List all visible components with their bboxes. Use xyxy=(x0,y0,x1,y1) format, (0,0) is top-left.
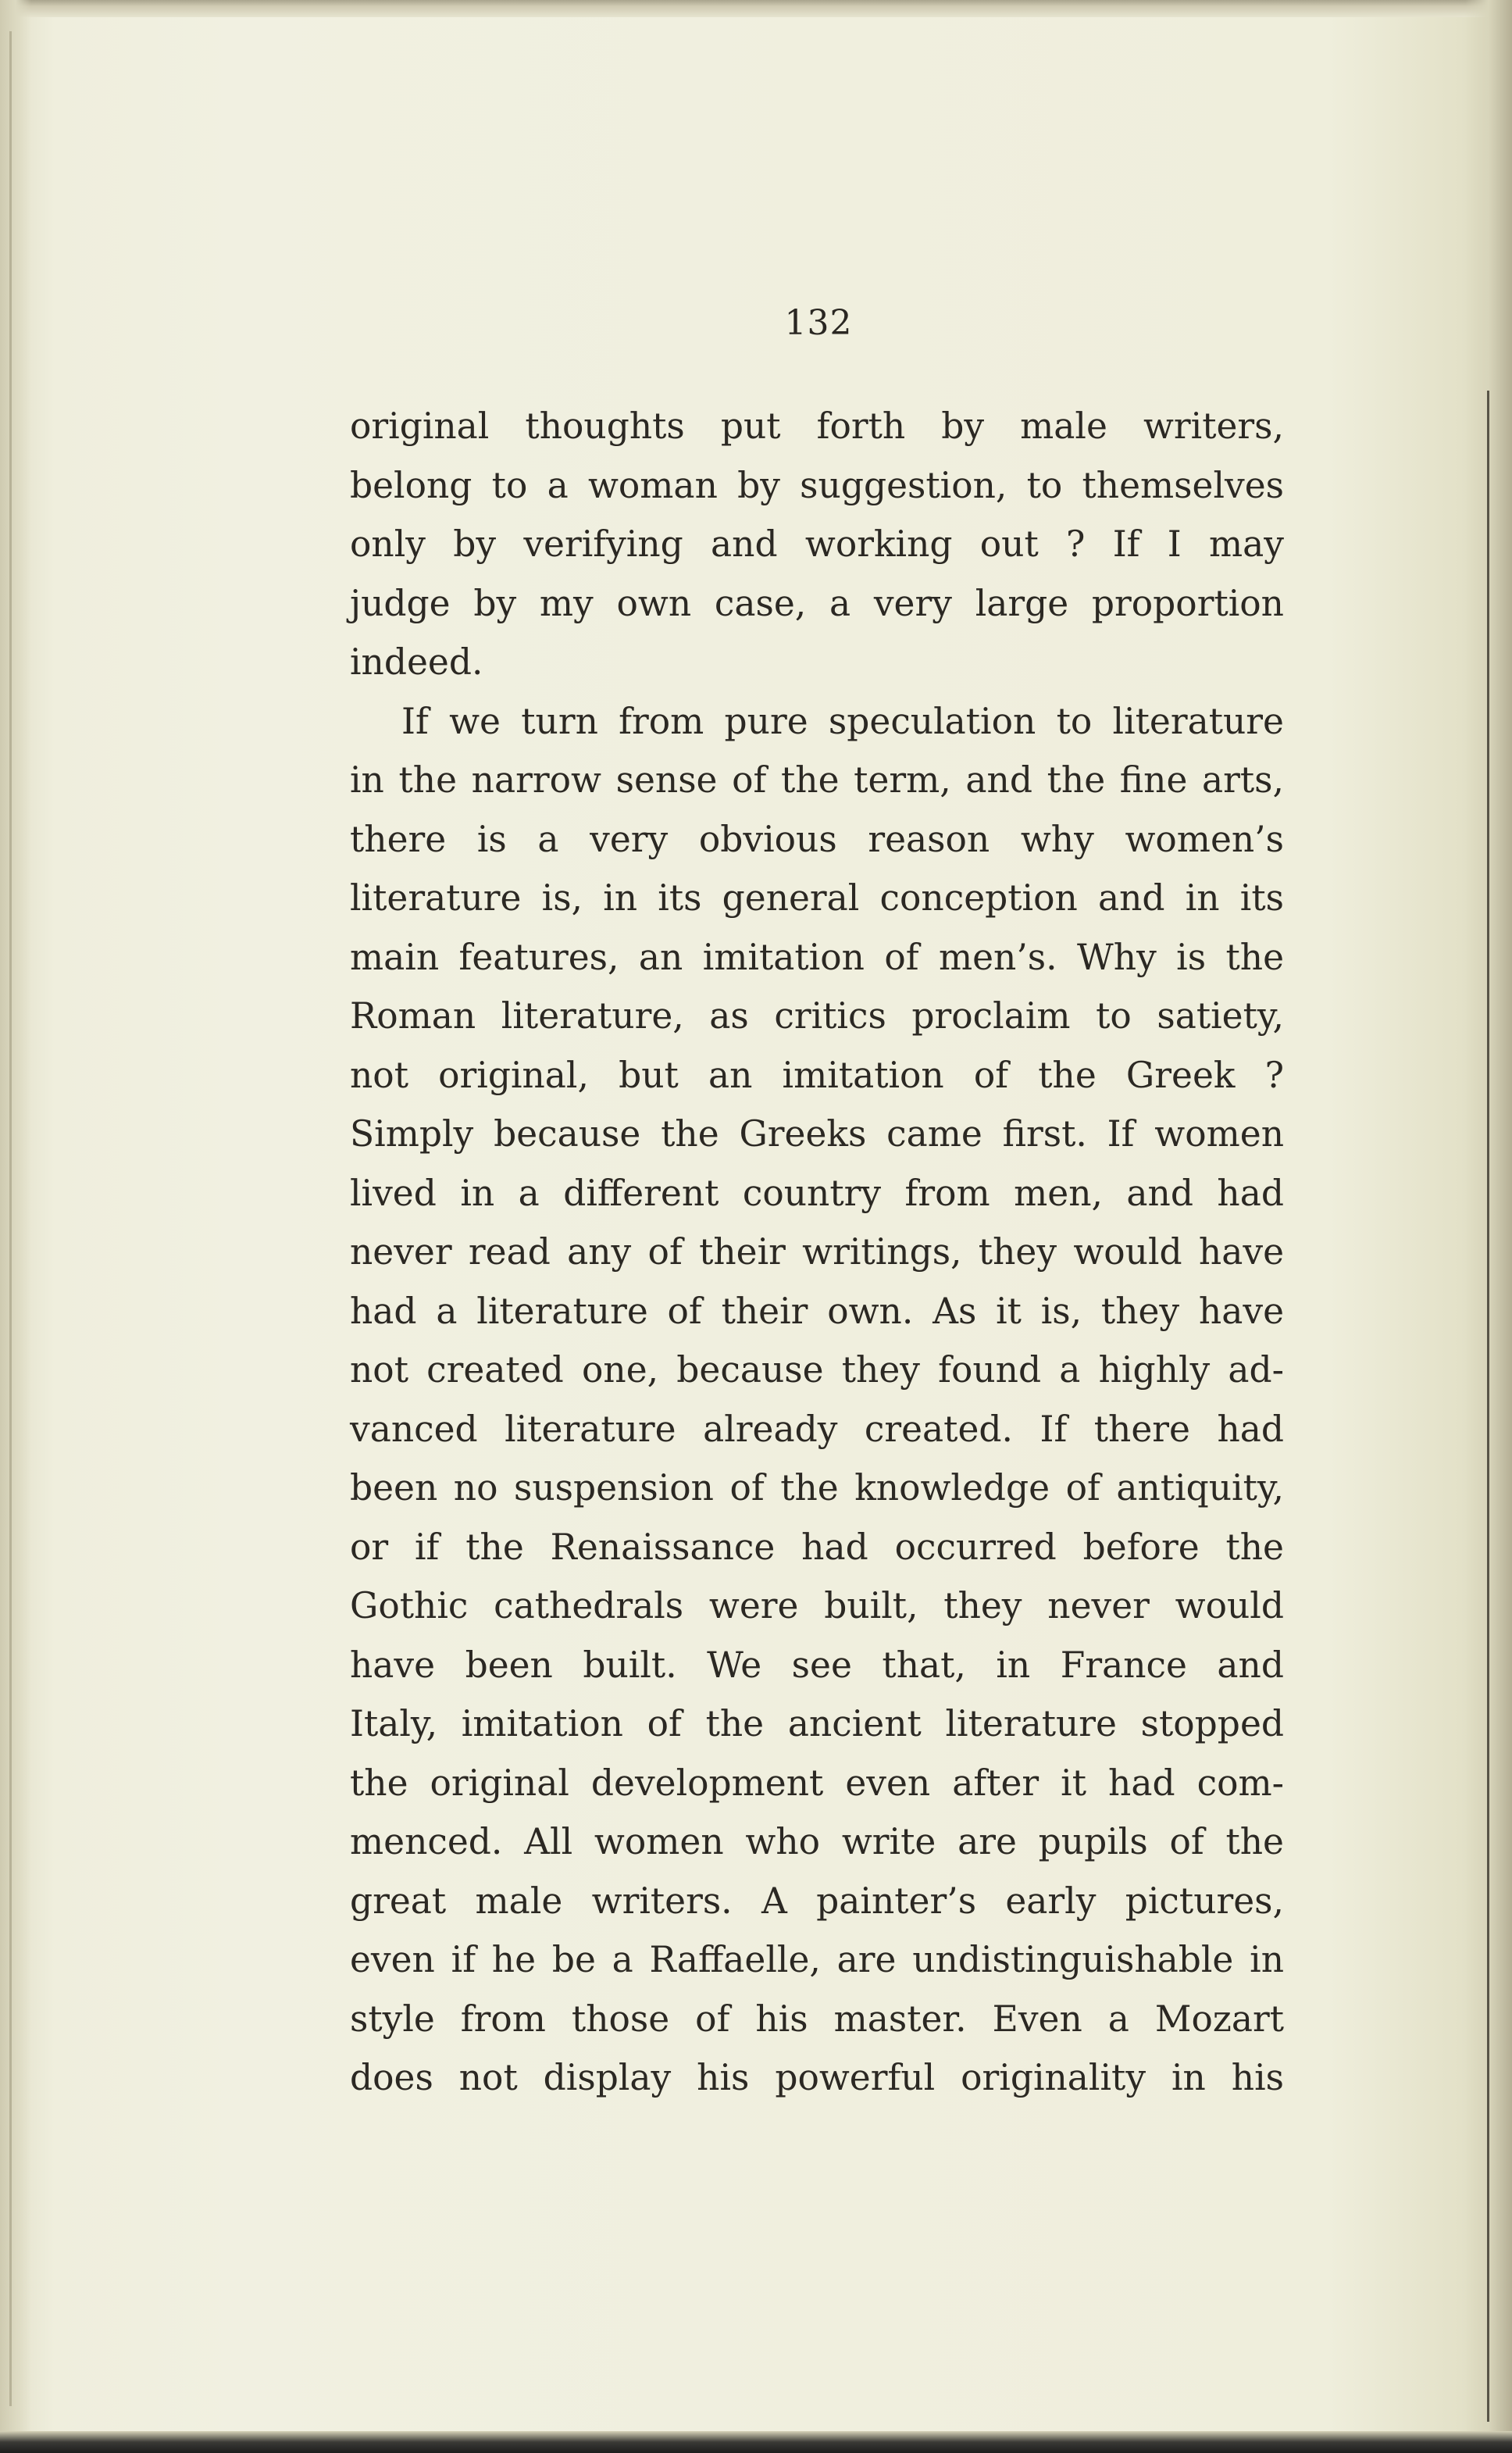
text-line: in the narrow sense of the term, and the fine arts, xyxy=(350,759,1284,801)
body-text xyxy=(350,397,1284,2108)
text-line: original thoughts put forth by male writers, xyxy=(350,405,1284,447)
text-line: literature is, in its general conception and in its xyxy=(350,877,1284,919)
text-line: indeed. xyxy=(350,641,483,683)
text-line: style from those of his master. Even a Mozart xyxy=(350,1998,1284,2040)
text-line: the original development even after it had com- xyxy=(350,1762,1284,1804)
paragraph-start-line: If we turn from pure speculation to literature xyxy=(401,700,1284,742)
text-line: never read any of their writings, they would have xyxy=(350,1231,1284,1273)
text-line: Roman literature, as critics proclaim to satiety, xyxy=(350,995,1284,1037)
text-line: main features, an imitation of men’s. Why is the xyxy=(350,936,1284,978)
page-gutter-edge xyxy=(0,0,31,2453)
text-line: there is a very obvious reason why women’s xyxy=(350,818,1284,860)
text-line: Simply because the Greeks came first. If women xyxy=(350,1113,1284,1155)
page-bottom-edge xyxy=(0,2431,1512,2453)
text-line: not created one, because they found a highly ad- xyxy=(350,1349,1284,1391)
text-line: vanced literature already created. If there had xyxy=(350,1408,1284,1450)
text-line: have been built. We see that, in France and xyxy=(350,1644,1284,1686)
text-line: judge by my own case, a very large proportion xyxy=(350,582,1284,624)
text-line: had a literature of their own. As it is, they have xyxy=(350,1290,1284,1332)
text-line: lived in a different country from men, and had xyxy=(350,1172,1284,1214)
text-line: only by verifying and working out ? If I may xyxy=(350,523,1284,565)
text-line: does not display his powerful originality in his xyxy=(350,2057,1284,2098)
text-line: belong to a woman by suggestion, to themselves xyxy=(350,464,1284,506)
text-line: not original, but an imitation of the Greek ? xyxy=(350,1054,1284,1096)
text-line: Italy, imitation of the ancient literature stopped xyxy=(350,1703,1284,1744)
text-line: been no suspension of the knowledge of antiquity, xyxy=(350,1467,1284,1509)
text-line: even if he be a Raffaelle, are undistinguishable in xyxy=(350,1939,1284,1980)
text-line: menced. All women who write are pupils of the xyxy=(350,1821,1284,1862)
text-line: great male writers. A painter’s early pictures, xyxy=(350,1880,1284,1922)
text-line: or if the Renaissance had occurred before the xyxy=(350,1526,1284,1568)
page-number: 132 xyxy=(784,303,853,343)
text-line: Gothic cathedrals were built, they never would xyxy=(350,1585,1284,1626)
page-fore-edge xyxy=(1465,0,1512,2453)
page-top-edge xyxy=(0,0,1512,17)
